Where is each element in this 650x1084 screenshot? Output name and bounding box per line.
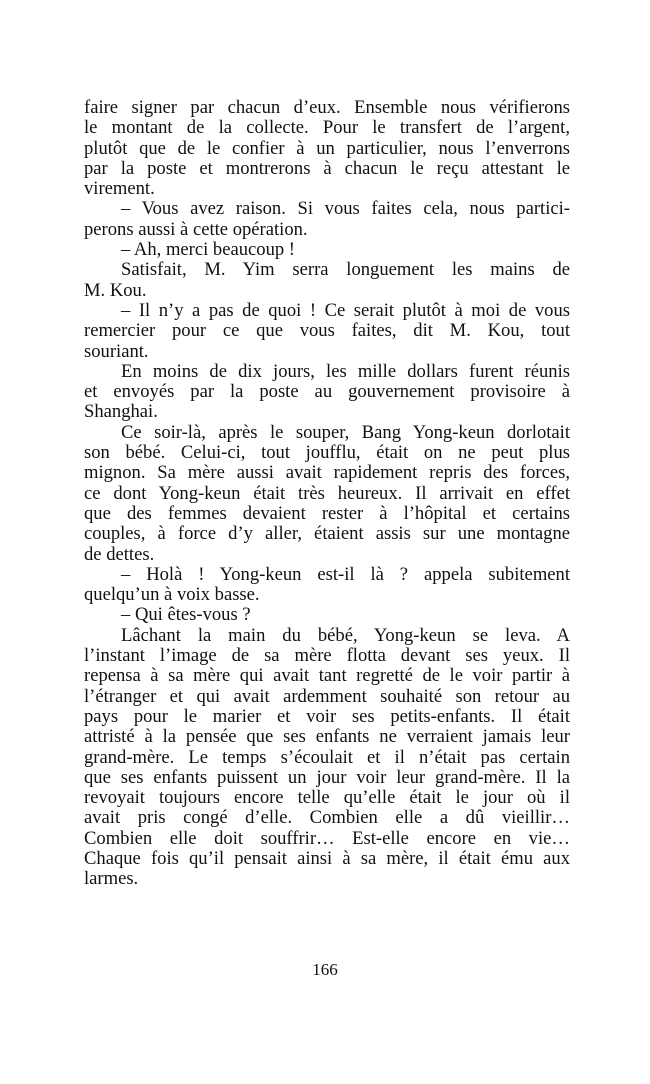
text-line: ce dont Yong-keun était très heureux. Il arrivait en effet bbox=[84, 482, 570, 504]
text-line: perons aussi à cette opération. bbox=[84, 218, 308, 240]
text-line: virement. bbox=[84, 178, 155, 200]
text-line: Satisfait, M. Yim serra longuement les mains de bbox=[121, 259, 570, 281]
text-line: avait pris congé d’elle. Combien elle a dû vieillir… bbox=[84, 807, 570, 829]
text-line: – Qui êtes-vous ? bbox=[121, 604, 251, 626]
text-line: le montant de la collecte. Pour le transfert de l’argent, bbox=[84, 117, 570, 139]
text-line: quelqu’un à voix basse. bbox=[84, 584, 260, 606]
text-line: Lâchant la main du bébé, Yong-keun se leva. A bbox=[121, 624, 570, 646]
text-line: En moins de dix jours, les mille dollars furent réunis bbox=[121, 360, 570, 382]
text-line: attristé à la pensée que ses enfants ne verraient jamais leur bbox=[84, 726, 570, 748]
text-line: que des femmes devaient rester à l’hôpital et certains bbox=[84, 502, 570, 524]
text-line: par la poste et montrerons à chacun le reçu attestant le bbox=[84, 157, 570, 179]
text-line: Combien elle doit souffrir… Est-elle encore en vie… bbox=[84, 827, 570, 849]
text-line: l’instant l’image de sa mère flotta devant ses yeux. Il bbox=[84, 645, 570, 667]
text-line: – Ah, merci beaucoup ! bbox=[121, 239, 295, 261]
text-line: grand-mère. Le temps s’écoulait et il n’était pas certain bbox=[84, 746, 570, 768]
text-line: Ce soir-là, après le souper, Bang Yong-keun dorlotait bbox=[121, 421, 570, 443]
text-line: Chaque fois qu’il pensait ainsi à sa mère, il était ému aux bbox=[84, 847, 570, 869]
text-line: mignon. Sa mère aussi avait rapidement repris des forces, bbox=[84, 462, 570, 484]
text-line: plutôt que de le confier à un particulier, nous l’enverrons bbox=[84, 137, 570, 159]
text-line: son bébé. Celui-ci, tout joufflu, était on ne peut plus bbox=[84, 442, 570, 464]
text-line: – Holà ! Yong-keun est-il là ? appela subitement bbox=[121, 563, 570, 585]
text-line: l’étranger et qui avait ardemment souhaité son retour au bbox=[84, 685, 570, 707]
text-line: couples, à force d’y aller, étaient assis sur une montagne bbox=[84, 523, 570, 545]
text-line: pays pour le marier et voir ses petits-enfants. Il était bbox=[84, 705, 570, 727]
text-line: souriant. bbox=[84, 340, 149, 362]
text-line: et envoyés par la poste au gouvernement provisoire à bbox=[84, 381, 570, 403]
text-line: Shanghai. bbox=[84, 401, 158, 423]
text-line: que ses enfants puissent un jour voir leur grand-mère. Il la bbox=[84, 766, 570, 788]
text-line: de dettes. bbox=[84, 543, 155, 565]
page-number: 166 bbox=[312, 960, 338, 979]
text-line: – Vous avez raison. Si vous faites cela, nous partici- bbox=[121, 198, 570, 220]
text-line: repensa à sa mère qui avait tant regretté de le voir partir à bbox=[84, 665, 570, 687]
body-text bbox=[84, 98, 570, 890]
text-line: M. Kou. bbox=[84, 279, 147, 301]
text-line: – Il n’y a pas de quoi ! Ce serait plutôt à moi de vous bbox=[121, 299, 570, 321]
text-line: remercier pour ce que vous faites, dit M. Kou, tout bbox=[84, 320, 570, 342]
text-line: revoyait toujours encore telle qu’elle était le jour où il bbox=[84, 787, 570, 809]
text-line: larmes. bbox=[84, 868, 139, 890]
text-line: faire signer par chacun d’eux. Ensemble nous vérifierons bbox=[84, 97, 570, 118]
